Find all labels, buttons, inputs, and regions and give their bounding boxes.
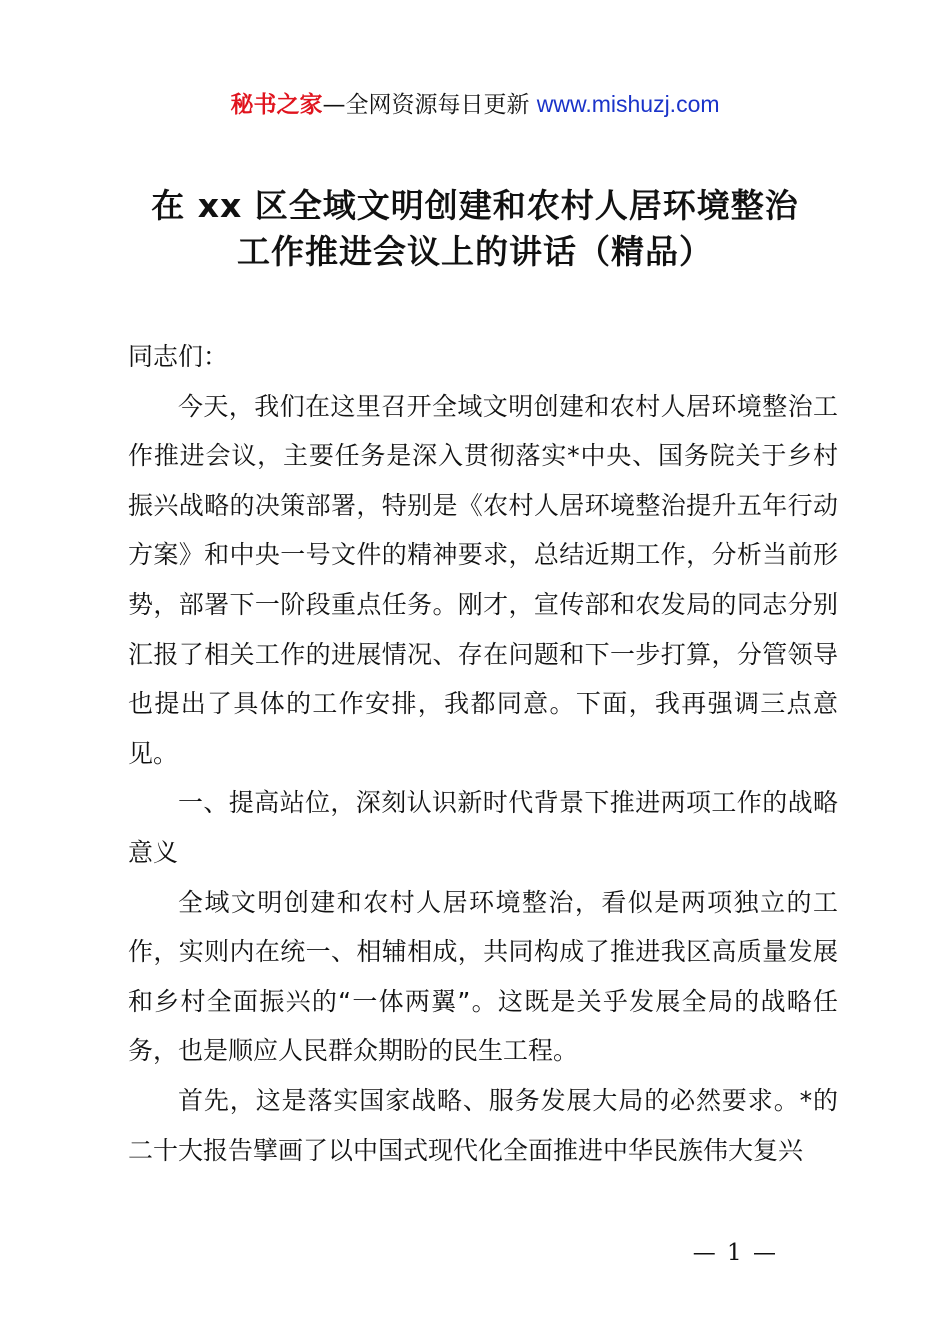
- paragraph-first-point: 首先，这是落实国家战略、服务发展大局的必然要求。*的二十大报告擘画了以中国式现代化全面推进中华民族伟大复兴: [128, 1085, 838, 1165]
- title-line-1: 在 xx 区全域文明创建和农村人居环境整治: [151, 186, 799, 225]
- site-url-link[interactable]: www.mishuzj.com: [536, 91, 720, 117]
- salutation: 同志们：: [128, 342, 229, 371]
- site-header: [0, 86, 950, 123]
- section-heading-1: 一、提高站位，深刻认识新时代背景下推进两项工作的战略意义: [128, 788, 838, 867]
- document-body: [128, 332, 838, 1175]
- title-line-2: 工作推进会议上的讲话（精品）: [237, 232, 713, 271]
- paragraph-intro: 今天，我们在这里召开全域文明创建和农村人居环境整治工作推进会议，主要任务是深入贯彻落实*中央、国务院关于乡村振兴战略的决策部署，特别是《农村人居环境整治提升五年行动方案》和中央一号文件的精神要求，总结近期工作，分析当前形势，部署下一阶段重点任务。刚才，宣传部和农发局的同志分别汇报了相关工作的进展情况、存在问题和下一步打算，分管领导也提出了具体的工作安排，我都同意。下面，我再强调三点意见。: [128, 391, 838, 768]
- document-title: [0, 183, 950, 275]
- site-slogan: —全网资源每日更新: [322, 92, 537, 118]
- site-brand: 秘书之家: [230, 92, 323, 118]
- paragraph-significance: 全域文明创建和农村人居环境整治，看似是两项独立的工作，实则内在统一、相辅相成，共同构成了推进我区高质量发展和乡村全面振兴的“一体两翼”。这既是关乎发展全局的战略任务，也是顺应人民群众期盼的民生工程。: [128, 887, 838, 1066]
- page-number: — 1 —: [692, 1240, 778, 1266]
